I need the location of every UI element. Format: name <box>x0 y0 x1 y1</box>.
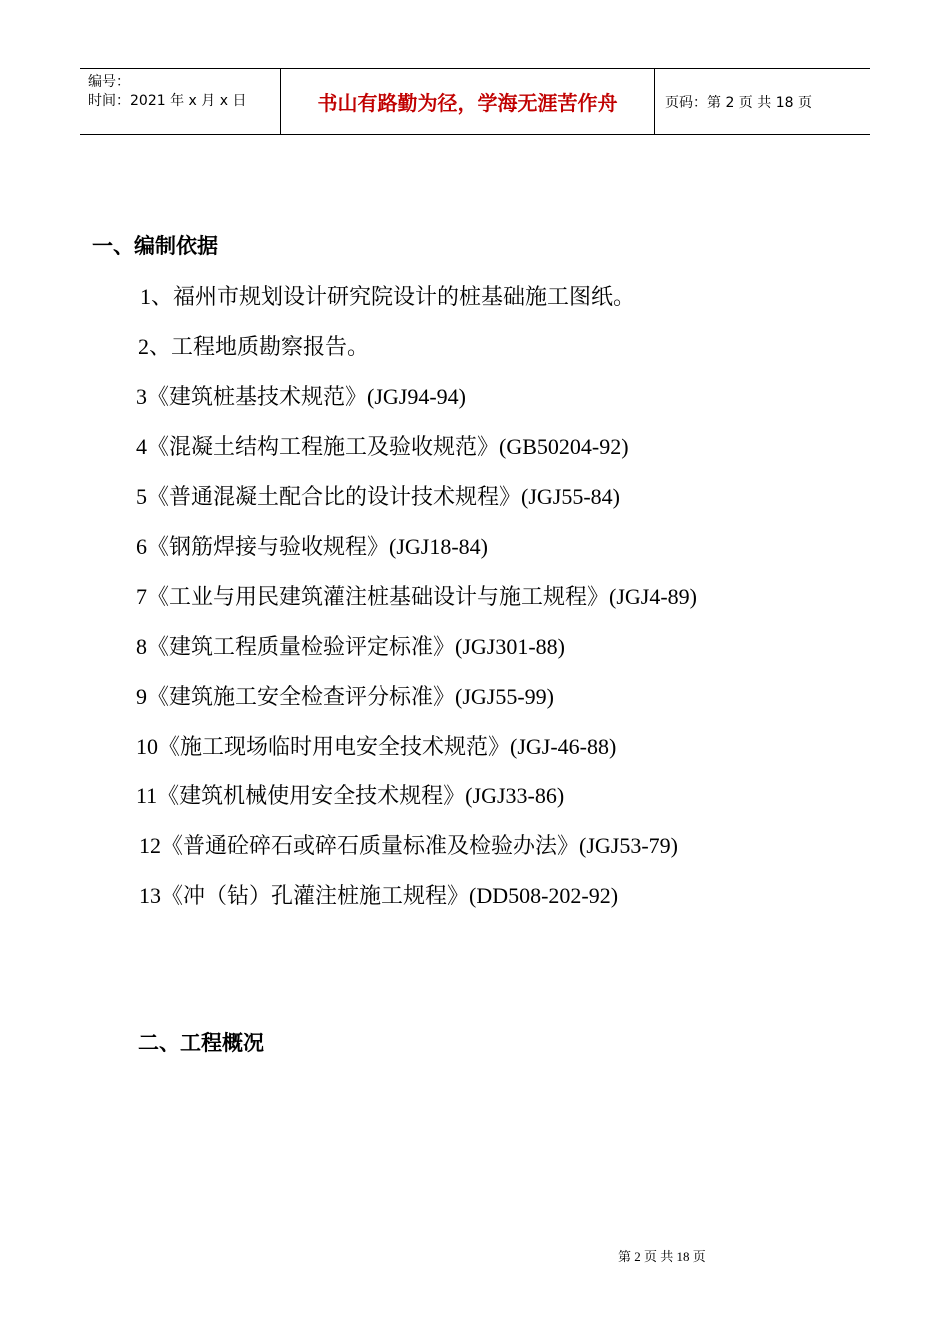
reference-item: 12《普通砼碎石或碎石质量标准及检验办法》(JGJ53-79) <box>139 833 678 858</box>
section-title-overview: 二、工程概况 <box>138 1031 264 1055</box>
reference-item: 7《工业与用民建筑灌注桩基础设计与施工规程》(JGJ4-89) <box>136 584 697 609</box>
reference-item: 6《钢筋焊接与验收规程》(JGJ18-84) <box>136 534 488 559</box>
header-meta <box>80 69 281 134</box>
document-date: 时间：2021 年 x 月 x 日 <box>88 93 247 109</box>
reference-item: 4《混凝土结构工程施工及验收规范》(GB50204-92) <box>136 434 629 459</box>
reference-item: 5《普通混凝土配合比的设计技术规程》(JGJ55-84) <box>136 484 620 509</box>
reference-item: 11《建筑机械使用安全技术规程》(JGJ33-86) <box>136 783 565 808</box>
page-footer: 第 2 页 共 18 页 <box>618 1249 706 1264</box>
page-header <box>80 68 870 135</box>
reference-item: 1、福州市规划设计研究院设计的桩基础施工图纸。 <box>140 284 636 309</box>
header-motto: 书山有路勤为径，学海无涯苦作舟 <box>281 69 655 134</box>
reference-item: 8《建筑工程质量检验评定标准》(JGJ301-88) <box>136 634 565 659</box>
reference-item: 2、工程地质勘察报告。 <box>138 334 370 359</box>
reference-item: 10《施工现场临时用电安全技术规范》(JGJ-46-88) <box>136 734 617 759</box>
header-page-info: 页码：第 2 页 共 18 页 <box>665 94 812 111</box>
reference-item: 13《冲（钻）孔灌注桩施工规程》(DD508-202-92) <box>139 883 619 908</box>
reference-item: 3《建筑桩基技术规范》(JGJ94-94) <box>136 384 466 409</box>
section-title-basis: 一、编制依据 <box>92 234 218 258</box>
document-number-label: 编号： <box>88 74 130 90</box>
reference-item: 9《建筑施工安全检查评分标准》(JGJ55-99) <box>136 684 554 709</box>
